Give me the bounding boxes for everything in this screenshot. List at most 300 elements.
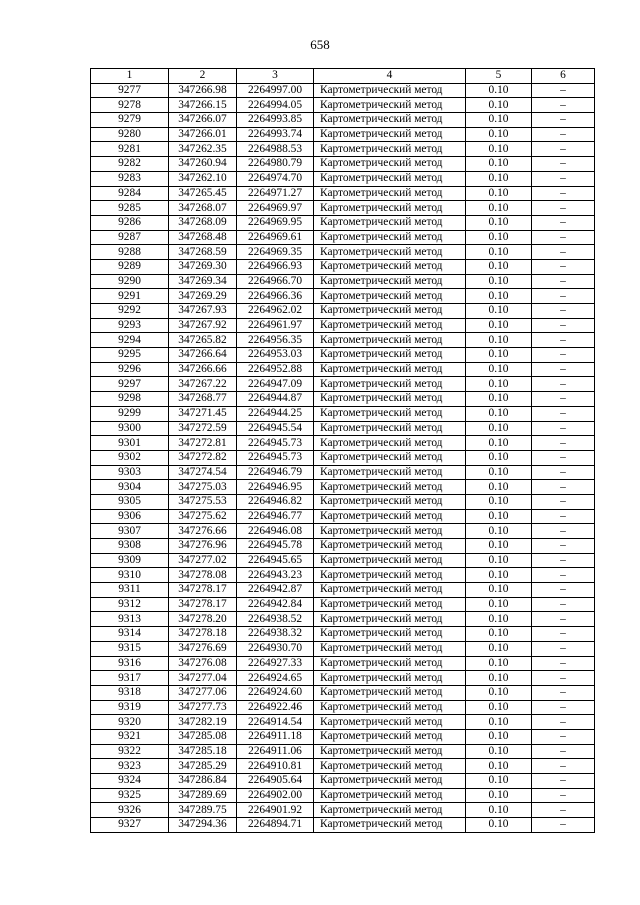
y-coordinate-cell: 2264966.70 <box>237 274 314 289</box>
y-coordinate-cell: 2264924.65 <box>237 671 314 686</box>
column-header-3: 3 <box>237 69 314 84</box>
x-coordinate-cell: 347268.48 <box>169 230 237 245</box>
column-header-2: 2 <box>169 69 237 84</box>
method-cell: Картометрический метод <box>314 304 466 319</box>
point-number-cell: 9283 <box>91 171 169 186</box>
x-coordinate-cell: 347277.04 <box>169 671 237 686</box>
y-coordinate-cell: 2264924.60 <box>237 685 314 700</box>
method-cell: Картометрический метод <box>314 348 466 363</box>
point-number-cell: 9303 <box>91 465 169 480</box>
accuracy-cell: 0.10 <box>466 83 532 98</box>
table-row <box>91 597 595 612</box>
table-row <box>91 83 595 98</box>
description-cell: – <box>532 803 595 818</box>
method-cell: Картометрический метод <box>314 421 466 436</box>
point-number-cell: 9285 <box>91 201 169 216</box>
method-cell: Картометрический метод <box>314 744 466 759</box>
table-row <box>91 201 595 216</box>
table-row <box>91 568 595 583</box>
table-row <box>91 304 595 319</box>
table-row <box>91 583 595 598</box>
x-coordinate-cell: 347274.54 <box>169 465 237 480</box>
accuracy-cell: 0.10 <box>466 685 532 700</box>
table-row <box>91 362 595 377</box>
description-cell: – <box>532 480 595 495</box>
accuracy-cell: 0.10 <box>466 230 532 245</box>
point-number-cell: 9288 <box>91 245 169 260</box>
description-cell: – <box>532 245 595 260</box>
table-row <box>91 98 595 113</box>
description-cell: – <box>532 142 595 157</box>
method-cell: Картометрический метод <box>314 568 466 583</box>
accuracy-cell: 0.10 <box>466 788 532 803</box>
table-row <box>91 436 595 451</box>
method-cell: Картометрический метод <box>314 627 466 642</box>
method-cell: Картометрический метод <box>314 803 466 818</box>
x-coordinate-cell: 347272.81 <box>169 436 237 451</box>
x-coordinate-cell: 347268.77 <box>169 392 237 407</box>
description-cell: – <box>532 685 595 700</box>
description-cell: – <box>532 759 595 774</box>
x-coordinate-cell: 347265.82 <box>169 333 237 348</box>
accuracy-cell: 0.10 <box>466 656 532 671</box>
point-number-cell: 9278 <box>91 98 169 113</box>
point-number-cell: 9295 <box>91 348 169 363</box>
x-coordinate-cell: 347276.96 <box>169 539 237 554</box>
y-coordinate-cell: 2264943.23 <box>237 568 314 583</box>
description-cell: – <box>532 597 595 612</box>
accuracy-cell: 0.10 <box>466 612 532 627</box>
description-cell: – <box>532 656 595 671</box>
table-row <box>91 627 595 642</box>
y-coordinate-cell: 2264993.74 <box>237 127 314 142</box>
description-cell: – <box>532 421 595 436</box>
y-coordinate-cell: 2264966.93 <box>237 259 314 274</box>
method-cell: Картометрический метод <box>314 201 466 216</box>
method-cell: Картометрический метод <box>314 524 466 539</box>
accuracy-cell: 0.10 <box>466 700 532 715</box>
y-coordinate-cell: 2264961.97 <box>237 318 314 333</box>
x-coordinate-cell: 347266.01 <box>169 127 237 142</box>
x-coordinate-cell: 347275.53 <box>169 494 237 509</box>
x-coordinate-cell: 347277.73 <box>169 700 237 715</box>
method-cell: Картометрический метод <box>314 318 466 333</box>
accuracy-cell: 0.10 <box>466 553 532 568</box>
method-cell: Картометрический метод <box>314 656 466 671</box>
method-cell: Картометрический метод <box>314 788 466 803</box>
point-number-cell: 9281 <box>91 142 169 157</box>
method-cell: Картометрический метод <box>314 553 466 568</box>
y-coordinate-cell: 2264966.36 <box>237 289 314 304</box>
x-coordinate-cell: 347278.17 <box>169 583 237 598</box>
description-cell: – <box>532 818 595 833</box>
description-cell: – <box>532 362 595 377</box>
description-cell: – <box>532 406 595 421</box>
point-number-cell: 9287 <box>91 230 169 245</box>
description-cell: – <box>532 274 595 289</box>
x-coordinate-cell: 347268.59 <box>169 245 237 260</box>
x-coordinate-cell: 347272.59 <box>169 421 237 436</box>
point-number-cell: 9324 <box>91 774 169 789</box>
point-number-cell: 9293 <box>91 318 169 333</box>
table-header-row <box>91 69 595 84</box>
x-coordinate-cell: 347267.93 <box>169 304 237 319</box>
description-cell: – <box>532 627 595 642</box>
method-cell: Картометрический метод <box>314 465 466 480</box>
table-row <box>91 215 595 230</box>
y-coordinate-cell: 2264993.85 <box>237 113 314 128</box>
table-row <box>91 245 595 260</box>
y-coordinate-cell: 2264902.00 <box>237 788 314 803</box>
x-coordinate-cell: 347266.07 <box>169 113 237 128</box>
description-cell: – <box>532 465 595 480</box>
y-coordinate-cell: 2264905.64 <box>237 774 314 789</box>
point-number-cell: 9320 <box>91 715 169 730</box>
table-row <box>91 685 595 700</box>
point-number-cell: 9322 <box>91 744 169 759</box>
description-cell: – <box>532 715 595 730</box>
point-number-cell: 9316 <box>91 656 169 671</box>
point-number-cell: 9277 <box>91 83 169 98</box>
accuracy-cell: 0.10 <box>466 597 532 612</box>
method-cell: Картометрический метод <box>314 450 466 465</box>
accuracy-cell: 0.10 <box>466 715 532 730</box>
accuracy-cell: 0.10 <box>466 392 532 407</box>
y-coordinate-cell: 2264946.82 <box>237 494 314 509</box>
y-coordinate-cell: 2264956.35 <box>237 333 314 348</box>
description-cell: – <box>532 568 595 583</box>
point-number-cell: 9291 <box>91 289 169 304</box>
table-row <box>91 524 595 539</box>
table-row <box>91 641 595 656</box>
table-row <box>91 539 595 554</box>
accuracy-cell: 0.10 <box>466 509 532 524</box>
point-number-cell: 9302 <box>91 450 169 465</box>
y-coordinate-cell: 2264945.78 <box>237 539 314 554</box>
y-coordinate-cell: 2264930.70 <box>237 641 314 656</box>
y-coordinate-cell: 2264971.27 <box>237 186 314 201</box>
y-coordinate-cell: 2264947.09 <box>237 377 314 392</box>
point-number-cell: 9312 <box>91 597 169 612</box>
description-cell: – <box>532 788 595 803</box>
accuracy-cell: 0.10 <box>466 583 532 598</box>
description-cell: – <box>532 539 595 554</box>
x-coordinate-cell: 347276.69 <box>169 641 237 656</box>
point-number-cell: 9286 <box>91 215 169 230</box>
accuracy-cell: 0.10 <box>466 377 532 392</box>
y-coordinate-cell: 2264952.88 <box>237 362 314 377</box>
x-coordinate-cell: 347265.45 <box>169 186 237 201</box>
accuracy-cell: 0.10 <box>466 215 532 230</box>
accuracy-cell: 0.10 <box>466 774 532 789</box>
point-number-cell: 9300 <box>91 421 169 436</box>
accuracy-cell: 0.10 <box>466 362 532 377</box>
method-cell: Картометрический метод <box>314 186 466 201</box>
x-coordinate-cell: 347278.17 <box>169 597 237 612</box>
accuracy-cell: 0.10 <box>466 744 532 759</box>
y-coordinate-cell: 2264988.53 <box>237 142 314 157</box>
method-cell: Картометрический метод <box>314 83 466 98</box>
table-row <box>91 480 595 495</box>
x-coordinate-cell: 347276.08 <box>169 656 237 671</box>
method-cell: Картометрический метод <box>314 480 466 495</box>
description-cell: – <box>532 524 595 539</box>
method-cell: Картометрический метод <box>314 671 466 686</box>
description-cell: – <box>532 83 595 98</box>
y-coordinate-cell: 2264911.06 <box>237 744 314 759</box>
point-number-cell: 9310 <box>91 568 169 583</box>
accuracy-cell: 0.10 <box>466 641 532 656</box>
point-number-cell: 9299 <box>91 406 169 421</box>
method-cell: Картометрический метод <box>314 685 466 700</box>
x-coordinate-cell: 347266.98 <box>169 83 237 98</box>
y-coordinate-cell: 2264994.05 <box>237 98 314 113</box>
method-cell: Картометрический метод <box>314 406 466 421</box>
accuracy-cell: 0.10 <box>466 348 532 363</box>
accuracy-cell: 0.10 <box>466 333 532 348</box>
method-cell: Картометрический метод <box>314 289 466 304</box>
table-row <box>91 700 595 715</box>
y-coordinate-cell: 2264946.79 <box>237 465 314 480</box>
method-cell: Картометрический метод <box>314 509 466 524</box>
description-cell: – <box>532 583 595 598</box>
y-coordinate-cell: 2264894.71 <box>237 818 314 833</box>
point-number-cell: 9301 <box>91 436 169 451</box>
coordinates-table <box>90 68 595 833</box>
table-row <box>91 450 595 465</box>
description-cell: – <box>532 392 595 407</box>
x-coordinate-cell: 347285.08 <box>169 729 237 744</box>
table-row <box>91 377 595 392</box>
accuracy-cell: 0.10 <box>466 289 532 304</box>
accuracy-cell: 0.10 <box>466 494 532 509</box>
table-row <box>91 113 595 128</box>
column-header-5: 5 <box>466 69 532 84</box>
table-row <box>91 759 595 774</box>
accuracy-cell: 0.10 <box>466 627 532 642</box>
method-cell: Картометрический метод <box>314 362 466 377</box>
y-coordinate-cell: 2264942.84 <box>237 597 314 612</box>
column-header-4: 4 <box>314 69 466 84</box>
point-number-cell: 9314 <box>91 627 169 642</box>
description-cell: – <box>532 377 595 392</box>
method-cell: Картометрический метод <box>314 274 466 289</box>
table-body <box>91 83 595 832</box>
y-coordinate-cell: 2264969.35 <box>237 245 314 260</box>
x-coordinate-cell: 347269.29 <box>169 289 237 304</box>
point-number-cell: 9321 <box>91 729 169 744</box>
y-coordinate-cell: 2264946.77 <box>237 509 314 524</box>
table-row <box>91 230 595 245</box>
accuracy-cell: 0.10 <box>466 818 532 833</box>
table-row <box>91 259 595 274</box>
method-cell: Картометрический метод <box>314 171 466 186</box>
x-coordinate-cell: 347285.18 <box>169 744 237 759</box>
y-coordinate-cell: 2264969.95 <box>237 215 314 230</box>
description-cell: – <box>532 215 595 230</box>
accuracy-cell: 0.10 <box>466 98 532 113</box>
accuracy-cell: 0.10 <box>466 113 532 128</box>
point-number-cell: 9292 <box>91 304 169 319</box>
point-number-cell: 9294 <box>91 333 169 348</box>
point-number-cell: 9297 <box>91 377 169 392</box>
accuracy-cell: 0.10 <box>466 274 532 289</box>
table-row <box>91 186 595 201</box>
description-cell: – <box>532 450 595 465</box>
y-coordinate-cell: 2264945.65 <box>237 553 314 568</box>
accuracy-cell: 0.10 <box>466 171 532 186</box>
method-cell: Картометрический метод <box>314 818 466 833</box>
x-coordinate-cell: 347269.30 <box>169 259 237 274</box>
x-coordinate-cell: 347289.69 <box>169 788 237 803</box>
method-cell: Картометрический метод <box>314 392 466 407</box>
y-coordinate-cell: 2264997.00 <box>237 83 314 98</box>
point-number-cell: 9306 <box>91 509 169 524</box>
x-coordinate-cell: 347277.02 <box>169 553 237 568</box>
method-cell: Картометрический метод <box>314 641 466 656</box>
table-row <box>91 171 595 186</box>
table-row <box>91 127 595 142</box>
point-number-cell: 9319 <box>91 700 169 715</box>
table-row <box>91 612 595 627</box>
table-row <box>91 774 595 789</box>
x-coordinate-cell: 347268.09 <box>169 215 237 230</box>
point-number-cell: 9318 <box>91 685 169 700</box>
x-coordinate-cell: 347277.06 <box>169 685 237 700</box>
table-row <box>91 729 595 744</box>
x-coordinate-cell: 347269.34 <box>169 274 237 289</box>
x-coordinate-cell: 347278.20 <box>169 612 237 627</box>
point-number-cell: 9313 <box>91 612 169 627</box>
method-cell: Картометрический метод <box>314 494 466 509</box>
point-number-cell: 9309 <box>91 553 169 568</box>
method-cell: Картометрический метод <box>314 259 466 274</box>
y-coordinate-cell: 2264911.18 <box>237 729 314 744</box>
accuracy-cell: 0.10 <box>466 127 532 142</box>
x-coordinate-cell: 347282.19 <box>169 715 237 730</box>
accuracy-cell: 0.10 <box>466 671 532 686</box>
accuracy-cell: 0.10 <box>466 259 532 274</box>
method-cell: Картометрический метод <box>314 436 466 451</box>
table-row <box>91 289 595 304</box>
accuracy-cell: 0.10 <box>466 421 532 436</box>
accuracy-cell: 0.10 <box>466 436 532 451</box>
y-coordinate-cell: 2264910.81 <box>237 759 314 774</box>
point-number-cell: 9289 <box>91 259 169 274</box>
point-number-cell: 9326 <box>91 803 169 818</box>
point-number-cell: 9305 <box>91 494 169 509</box>
x-coordinate-cell: 347289.75 <box>169 803 237 818</box>
x-coordinate-cell: 347294.36 <box>169 818 237 833</box>
table-row <box>91 333 595 348</box>
point-number-cell: 9307 <box>91 524 169 539</box>
accuracy-cell: 0.10 <box>466 759 532 774</box>
page-number: 658 <box>310 37 330 52</box>
y-coordinate-cell: 2264927.33 <box>237 656 314 671</box>
description-cell: – <box>532 700 595 715</box>
y-coordinate-cell: 2264922.46 <box>237 700 314 715</box>
y-coordinate-cell: 2264914.54 <box>237 715 314 730</box>
x-coordinate-cell: 347267.92 <box>169 318 237 333</box>
description-cell: – <box>532 186 595 201</box>
description-cell: – <box>532 612 595 627</box>
point-number-cell: 9317 <box>91 671 169 686</box>
table-row <box>91 818 595 833</box>
y-coordinate-cell: 2264945.54 <box>237 421 314 436</box>
x-coordinate-cell: 347266.15 <box>169 98 237 113</box>
method-cell: Картометрический метод <box>314 215 466 230</box>
description-cell: – <box>532 436 595 451</box>
description-cell: – <box>532 98 595 113</box>
description-cell: – <box>532 509 595 524</box>
x-coordinate-cell: 347266.66 <box>169 362 237 377</box>
accuracy-cell: 0.10 <box>466 245 532 260</box>
description-cell: – <box>532 230 595 245</box>
table-row <box>91 406 595 421</box>
method-cell: Картометрический метод <box>314 700 466 715</box>
x-coordinate-cell: 347268.07 <box>169 201 237 216</box>
accuracy-cell: 0.10 <box>466 304 532 319</box>
method-cell: Картометрический метод <box>314 127 466 142</box>
description-cell: – <box>532 171 595 186</box>
y-coordinate-cell: 2264946.95 <box>237 480 314 495</box>
point-number-cell: 9298 <box>91 392 169 407</box>
x-coordinate-cell: 347276.66 <box>169 524 237 539</box>
description-cell: – <box>532 333 595 348</box>
accuracy-cell: 0.10 <box>466 157 532 172</box>
y-coordinate-cell: 2264944.87 <box>237 392 314 407</box>
point-number-cell: 9290 <box>91 274 169 289</box>
point-number-cell: 9308 <box>91 539 169 554</box>
point-number-cell: 9323 <box>91 759 169 774</box>
point-number-cell: 9304 <box>91 480 169 495</box>
x-coordinate-cell: 347272.82 <box>169 450 237 465</box>
description-cell: – <box>532 289 595 304</box>
method-cell: Картометрический метод <box>314 245 466 260</box>
table-row <box>91 318 595 333</box>
point-number-cell: 9280 <box>91 127 169 142</box>
y-coordinate-cell: 2264974.70 <box>237 171 314 186</box>
point-number-cell: 9282 <box>91 157 169 172</box>
x-coordinate-cell: 347286.84 <box>169 774 237 789</box>
accuracy-cell: 0.10 <box>466 406 532 421</box>
method-cell: Картометрический метод <box>314 715 466 730</box>
table-row <box>91 465 595 480</box>
table-row <box>91 715 595 730</box>
method-cell: Картометрический метод <box>314 759 466 774</box>
table-row <box>91 744 595 759</box>
accuracy-cell: 0.10 <box>466 186 532 201</box>
point-number-cell: 9327 <box>91 818 169 833</box>
column-header-1: 1 <box>91 69 169 84</box>
accuracy-cell: 0.10 <box>466 318 532 333</box>
x-coordinate-cell: 347275.03 <box>169 480 237 495</box>
x-coordinate-cell: 347260.94 <box>169 157 237 172</box>
y-coordinate-cell: 2264946.08 <box>237 524 314 539</box>
description-cell: – <box>532 641 595 656</box>
table-row <box>91 157 595 172</box>
method-cell: Картометрический метод <box>314 377 466 392</box>
y-coordinate-cell: 2264944.25 <box>237 406 314 421</box>
y-coordinate-cell: 2264945.73 <box>237 450 314 465</box>
description-cell: – <box>532 671 595 686</box>
description-cell: – <box>532 259 595 274</box>
point-number-cell: 9315 <box>91 641 169 656</box>
y-coordinate-cell: 2264938.52 <box>237 612 314 627</box>
accuracy-cell: 0.10 <box>466 524 532 539</box>
table-row <box>91 671 595 686</box>
method-cell: Картометрический метод <box>314 98 466 113</box>
